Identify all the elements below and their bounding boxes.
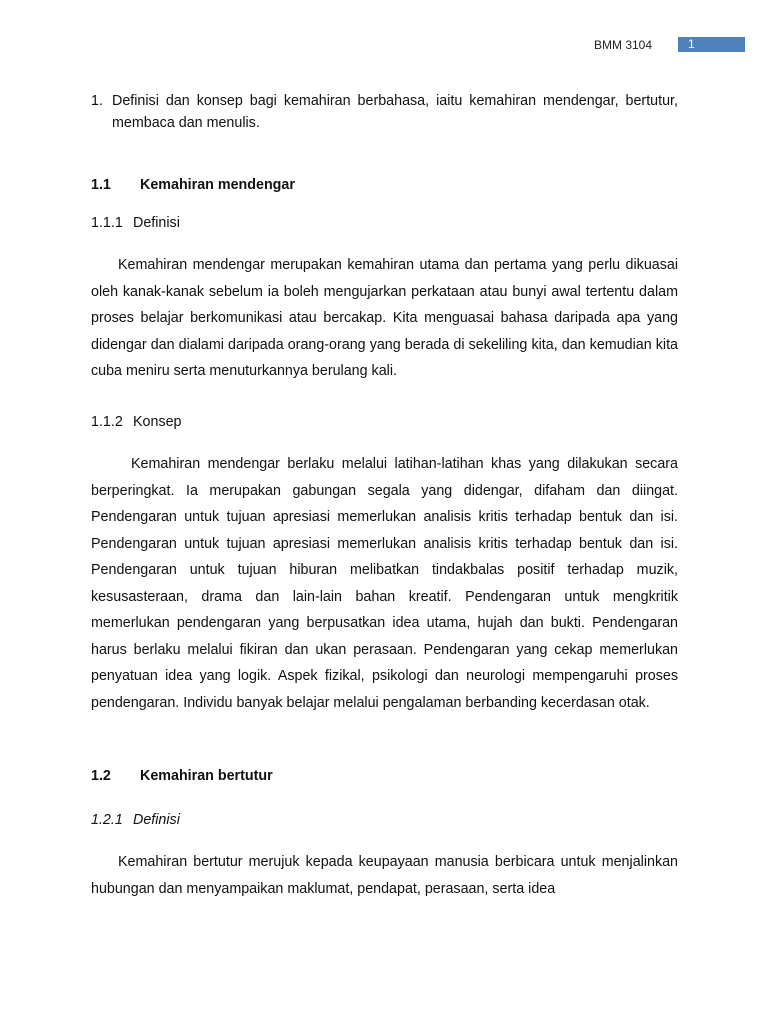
paragraph-konsep-mendengar: Kemahiran mendengar berlaku melalui latihan-latihan khas yang dilakukan secara berperingkat. Ia merupakan gabungan segala yang didengar, difaham dan diingat. Pendengaran untuk tujuan apresiasi memerlukan analisis kritis terhadap bentuk dan isi. Pendengaran untuk tujuan apresiasi memerlukan analisis kritis terhadap bentuk dan isi. Pendengaran untuk tujuan hiburan melibatkan tindakbalas positif terhadap muzik, kesusasteraan, drama dan lain-lain bahan kreatif. Pendengaran untuk mengkritik memerlukan pendengaran yang berpusatkan idea utama, hujah dan bukti. Pendengaran harus berlaku melalui fikiran dan ukan perasaan. Pendengaran yang cekap memerlukan penyatuan idea yang logik. Aspek fizikal, psikologi dan neurologi mempengaruhi proses pendengaran. Individu banyak belajar melalui pengalaman berbanding kecerdasan otak. (91, 456, 678, 711)
subsection-title: Definisi (133, 215, 180, 231)
subsection-number: 1.1.2 (91, 414, 123, 430)
intro-list-number: 1. (91, 93, 103, 109)
subsection-title: Konsep (133, 414, 182, 430)
subsection-heading-1-2-1 (91, 809, 678, 831)
course-code: BMM 3104 (594, 38, 653, 52)
section-heading-1-1 (91, 174, 678, 196)
subsection-number: 1.2.1 (91, 812, 123, 828)
paragraph-definisi-bertutur: Kemahiran bertutur merujuk kepada keupayaan manusia berbicara untuk menjalinkan hubungan dan menyampaikan maklumat, pendapat, perasaan, serta idea (91, 854, 678, 897)
section-number: 1.2 (91, 768, 111, 784)
subsection-heading-1-1-1 (91, 212, 678, 234)
section-heading-1-2 (91, 765, 678, 787)
subsection-heading-1-1-2 (91, 411, 678, 433)
subsection-title: Definisi (133, 812, 180, 828)
subsection-number: 1.1.1 (91, 215, 123, 231)
page-number: 1 (688, 37, 695, 51)
section-number: 1.1 (91, 177, 111, 193)
section-title: Kemahiran mendengar (140, 177, 295, 193)
page-number-badge (678, 37, 745, 52)
paragraph-definisi-mendengar: Kemahiran mendengar merupakan kemahiran utama dan pertama yang perlu dikuasai oleh kanak-kanak sebelum ia boleh mengujarkan perkataan atau bunyi awal tertentu dalam proses belajar berkomunikasi atau bercakap. Kita menguasai bahasa daripada apa yang didengar dan dialami daripada orang-orang yang berada di sekeliling kita, dan kemudian kita cuba meniru serta menuturkannya berulang kali. (91, 257, 678, 379)
intro-list-item (91, 90, 678, 134)
section-title: Kemahiran bertutur (140, 768, 273, 784)
intro-list-text: Definisi dan konsep bagi kemahiran berbahasa, iaitu kemahiran mendengar, bertutur, membaca dan menulis. (112, 93, 678, 131)
